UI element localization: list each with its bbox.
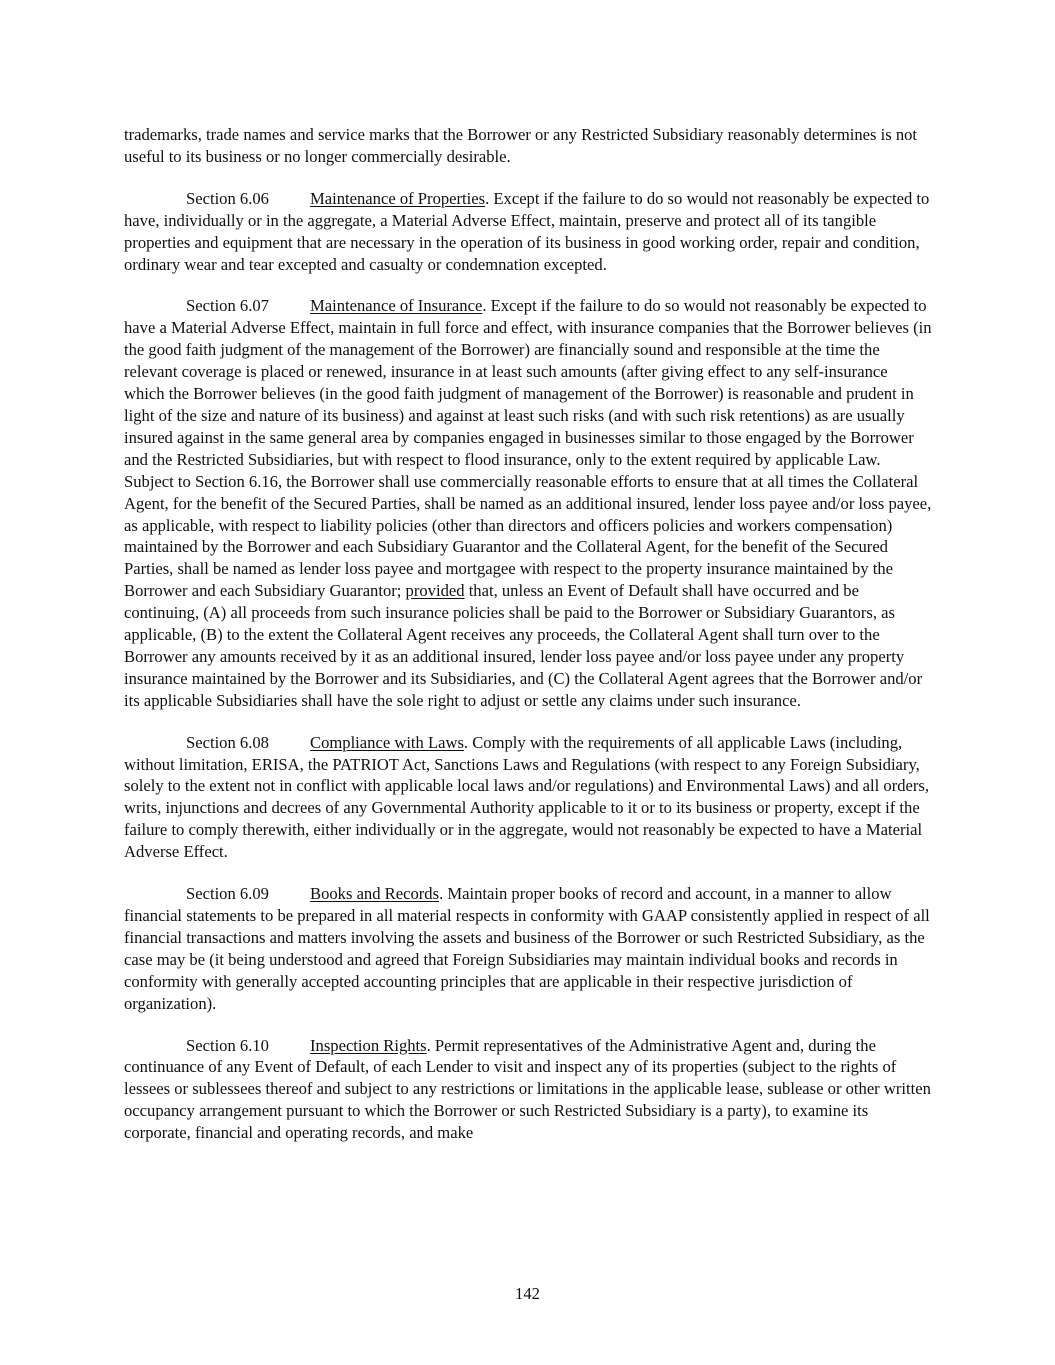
proviso-term: provided <box>405 581 465 601</box>
section-title: Compliance with Laws <box>310 732 464 752</box>
section-6-10 <box>124 1035 932 1145</box>
continuation-paragraph: trademarks, trade names and service marks that the Borrower or any Restricted Subsidiary reasonably determines is not useful to its business or no longer commercially desirable. <box>124 125 918 166</box>
section-body: . Except if the failure to do so would not reasonably be expected to have a Material Adverse Effect, maintain in full force and effect, with insurance companies that the Borrower believes (in the good faith judgment of the management of the Borrower) are financially sound and responsible at the time the relevant coverage is placed or renewed, insurance in at least such amounts (after giving effect to any self-insurance which the Borrower believes (in the good faith judgment of management of the Borrower) is reasonable and prudent in light of the size and nature of its business) and against at least such risks (and with such risk retentions) as are usually insured against in the same general area by companies engaged in businesses similar to those engaged by the Borrower and the Restricted Subsidiaries, but with respect to flood insurance, only to the extent required by applicable Law. Subject to Section 6.16, the Borrower shall use commercially reasonable efforts to ensure that at all times the Collateral Agent, for the benefit of the Secured Parties, shall be named as an additional insured, lender loss payee and/or loss payee, as applicable, with respect to liability policies (other than directors and officers policies and workers compensation) maintained by the Borrower and each Subsidiary Guarantor and the Collateral Agent, for the benefit of the Secured Parties, shall be named as lender loss payee and mortgagee with respect to the property insurance maintained by the Borrower and each Subsidiary Guarantor; <box>124 296 932 601</box>
section-6-07 <box>124 295 932 711</box>
section-body: . Comply with the requirements of all applicable Laws (including, without limitation, ERISA, the PATRIOT Act, Sanctions Laws and Regulations (with respect to any Foreign Subsidiary, solely to the extent not in conflict with applicable local laws and/or regulations) and Environmental Laws) and all orders, writs, injunctions and decrees of any Governmental Authority applicable to it or to its business or property, except if the failure to comply therewith, either individually or in the aggregate, would not reasonably be expected to have a Material Adverse Effect. <box>124 732 930 862</box>
section-number: Section 6.08 <box>186 732 269 752</box>
section-number: Section 6.09 <box>186 884 269 904</box>
section-number: Section 6.06 <box>186 188 269 208</box>
page-number: 142 <box>515 1284 540 1303</box>
section-title: Inspection Rights <box>310 1035 427 1055</box>
section-body: . Except if the failure to do so would not reasonably be expected to have, individually or in the aggregate, a Material Adverse Effect, maintain, preserve and protect all of its tangible properties and equipment that are necessary in the operation of its business in good working order, repair and condition, ordinary wear and tear excepted and casualty or condemnation excepted. <box>124 188 930 274</box>
document-page <box>124 124 932 1164</box>
section-title: Maintenance of Properties <box>310 188 486 208</box>
section-body-continued: that, unless an Event of Default shall have occurred and be continuing, (A) all proceeds from such insurance policies shall be paid to the Borrower or Subsidiary Guarantors, as applicable, (B) to the extent the Collateral Agent receives any proceeds, the Collateral Agent shall turn over to the Borrower any amounts received by it as an additional insured, lender loss payee and/or loss payee under any property insurance maintained by the Borrower and its Subsidiaries, and (C) the Collateral Agent agrees that the Borrower and/or its applicable Subsidiaries shall have the sole right to adjust or settle any claims under such insurance. <box>124 581 923 710</box>
section-title: Maintenance of Insurance <box>310 296 483 316</box>
section-6-09 <box>124 883 932 1014</box>
section-number: Section 6.07 <box>186 296 269 316</box>
section-title: Books and Records <box>310 884 440 904</box>
section-6-08 <box>124 732 932 863</box>
section-6-06 <box>124 188 932 276</box>
section-number: Section 6.10 <box>186 1035 269 1055</box>
section-body: . Permit representatives of the Administrative Agent and, during the continuance of any Event of Default, of each Lender to visit and inspect any of its properties (subject to the rights of lessees or sublessees thereof and subject to any restrictions or limitations in the applicable lease, sublease or other written occupancy arrangement pursuant to which the Borrower or such Restricted Subsidiary is a party), to examine its corporate, financial and operating records, and make <box>124 1035 931 1143</box>
section-body: . Maintain proper books of record and account, in a manner to allow financial statements to be prepared in all material respects in conformity with GAAP consistently applied in respect of all financial transactions and matters involving the assets and business of the Borrower or such Restricted Subsidiary, as the case may be (it being understood and agreed that Foreign Subsidiaries may maintain individual books and records in conformity with generally accepted accounting principles that are applicable in their respective jurisdiction of organization). <box>124 884 930 1013</box>
